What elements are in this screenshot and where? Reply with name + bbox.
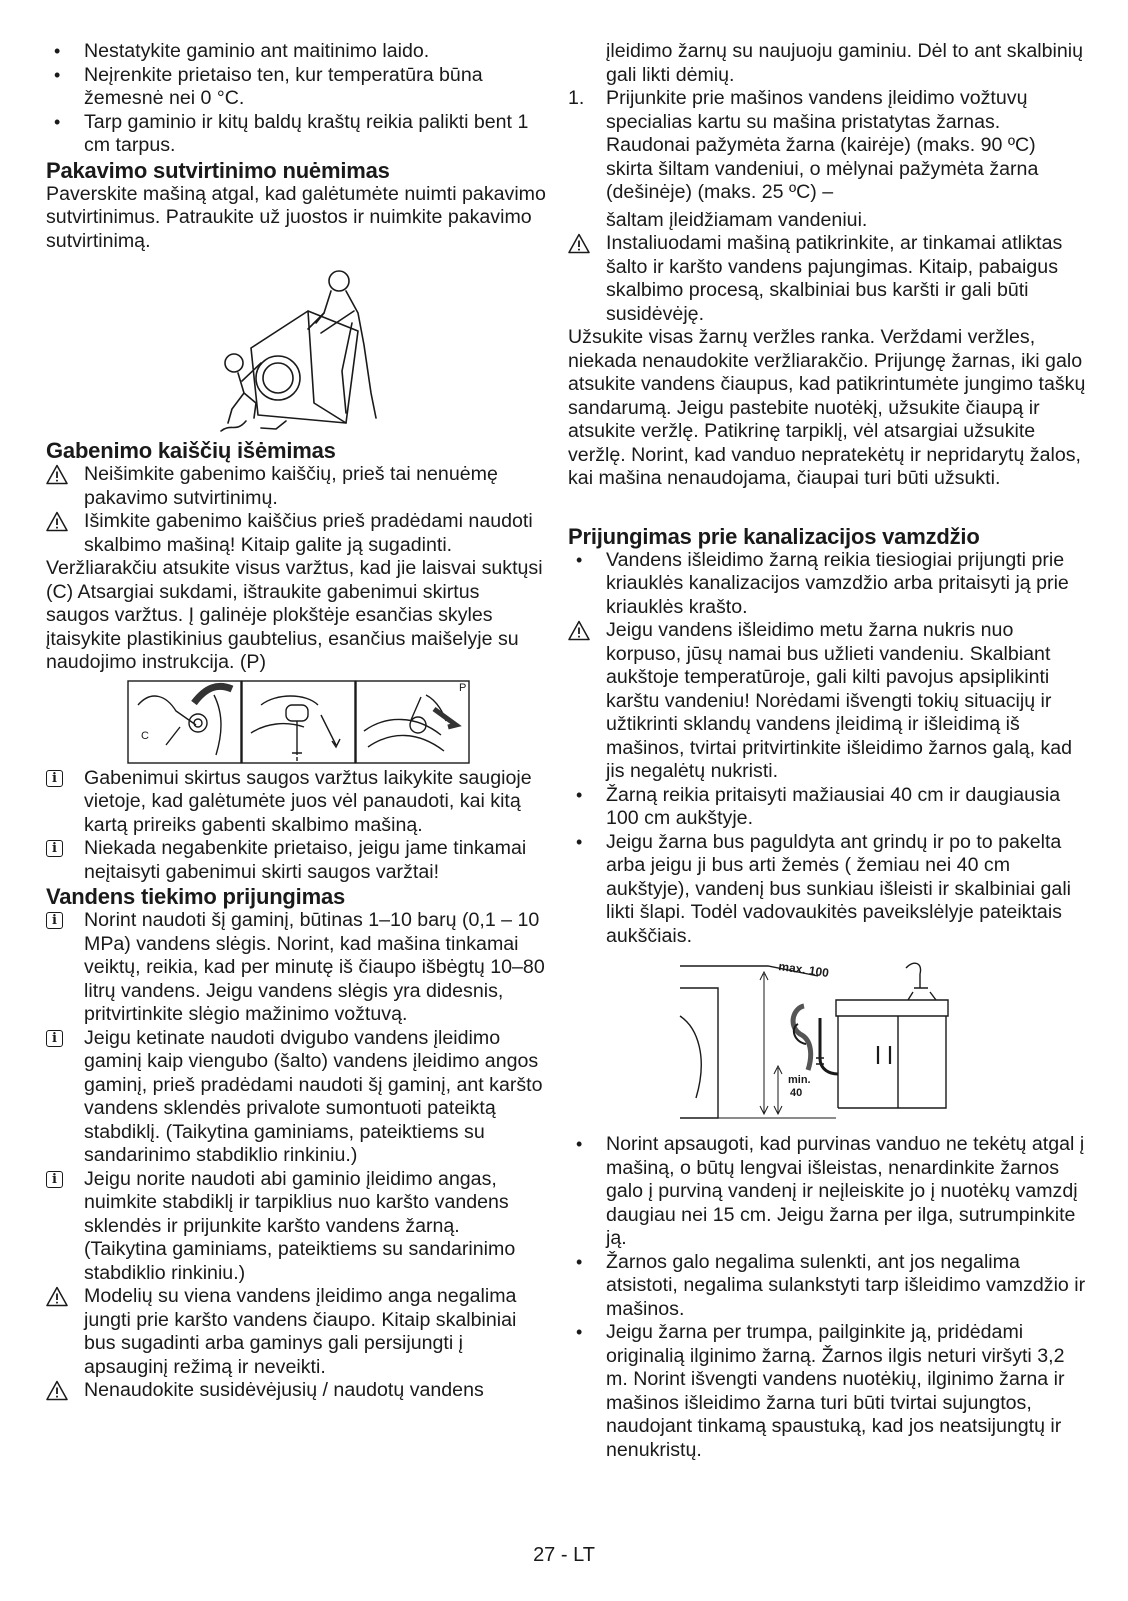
info-icon: i bbox=[46, 1030, 63, 1047]
bullet-icon: • bbox=[576, 1134, 583, 1154]
list-item bbox=[46, 111, 546, 158]
packing-removal-illustration bbox=[46, 253, 546, 438]
bullet-text: Tarp gaminio ir kitų baldų kraštų reikia palikti bent 1 cm tarpus. bbox=[84, 110, 529, 156]
hoses-text: Užsukite visas žarnų veržles ranka. Verždami veržles, niekada nenaudokite veržliarakčio. Prijungę žarnas, iki galo atsukite vandens čiaupus, kad patikrintumėte jungimo taškų sandarumą. Jeigu pastebite nuotėkį, užsukite čiaupą ir atsukite veržlę. Patikrinę tarpiklį, vėl atsargiai užsukite veržlę. Norint, kad vanduo nepratekėtų ir nepridarytų žalos, kai mašina nenaudojama, čiaupai turi būti užsukti. bbox=[568, 326, 1086, 489]
warning-item bbox=[568, 619, 1086, 784]
info-text: Norint naudoti šį gaminį, būtinas 1–10 barų (0,1 – 10 MPa) vandens slėgis. Norint, kad mašina tinkamai veiktų, reikia, kad per minutę iš čiaupo išbėgtų 10–80 litrų vandens. Jeigu vandens slėgis yra didesnis, pritvirtinkite slėgio mažinimo vožtuvą. bbox=[84, 909, 545, 1025]
continued-text-block bbox=[568, 40, 1086, 87]
bullet-icon: • bbox=[576, 831, 583, 852]
transport-bolts-illustration bbox=[46, 675, 546, 767]
bullet-icon: • bbox=[576, 549, 583, 570]
figure-label-max: max. 100 bbox=[777, 959, 830, 981]
page-number: 27 - LT bbox=[533, 1544, 595, 1566]
bullet-text: Nestatykite gaminio ant maitinimo laido. bbox=[84, 40, 430, 62]
warning-triangle-icon bbox=[46, 511, 68, 532]
warning-triangle-icon bbox=[46, 1286, 68, 1307]
warning-item bbox=[568, 232, 1086, 326]
info-icon: i bbox=[46, 912, 63, 929]
info-item bbox=[46, 1027, 546, 1168]
warning-text: Jeigu vandens išleidimo metu žarna nukris nuo korpuso, jūsų namai bus užlieti vandeniu. Skalbiant aukštoje temperatūroje, gali kilti pavojus apsiplikinti karštu vandeniu! Norėdami išvengti tokių situacijų ir užtikrinti sklandų vandens įleidimą ir išleidimą iš mašinos, tvirtai pritvirtinkite išleidimo žarnos galą, kad jis negalėtų nukristi. bbox=[606, 619, 1073, 782]
warning-item bbox=[46, 1285, 546, 1379]
warning-text: Instaliuodami mašiną patikrinkite, ar tinkamai atliktas šalto ir karšto vandens pajungimas. Kitaip, pabaigus skalbimo procesą, skalbiniai bus karšti ir gali būti susidėvėję. bbox=[606, 232, 1063, 325]
list-item bbox=[568, 549, 1086, 620]
right-column bbox=[568, 40, 1086, 1462]
info-icon: i bbox=[46, 770, 63, 787]
info-item bbox=[46, 1168, 546, 1286]
numbered-step bbox=[568, 87, 1086, 205]
step-number: 1. bbox=[568, 87, 585, 109]
bullet-icon: • bbox=[576, 1251, 583, 1272]
step-continued bbox=[568, 209, 1086, 233]
warning-text: Neišimkite gabenimo kaiščių, prieš tai nenuėmę pakavimo sutvirtinimų. bbox=[84, 463, 498, 509]
left-column bbox=[46, 40, 546, 1403]
warning-triangle-icon bbox=[46, 464, 68, 485]
figure-label-p: P bbox=[459, 681, 467, 694]
info-item bbox=[46, 909, 546, 1027]
continued-text: įleidimo žarnų su naujuoju gaminiu. Dėl to ant skalbinių gali likti dėmių. bbox=[606, 40, 1084, 86]
bullet-text: Jeigu žarna bus paguldyta ant grindų ir po to pakelta arba jeigu ji bus arti žemės ( žemiau nei 40 cm aukštyje), vandenį bus sunkiau išleisti ir skalbiniai gali likti šlapi. Todėl vadovaukitės paveikslėlyje pateiktais aukščiais. bbox=[606, 830, 1072, 947]
list-item bbox=[568, 1133, 1086, 1251]
info-text: Niekada negabenkite prietaiso, jeigu jame tinkamai neįtaisyti gabenimui skirti saugos varžtai! bbox=[84, 837, 527, 883]
warning-text: Modelių su viena vandens įleidimo anga negalima jungti prie karšto vandens čiaupo. Kitaip skalbiniai bus sugadinti arba gaminys gali persijungti į apsauginį režimą ir neveikti. bbox=[84, 1285, 517, 1378]
list-item bbox=[568, 1321, 1086, 1462]
info-text: Jeigu ketinate naudoti dvigubo vandens įleidimo gaminį kaip viengubo (šalto) vandens įleidimo angos gaminį, prieš pradėdami naudoti šį gaminį, ant karšto vandens sklendės privalote sumontuoti pateiktą stabdiklį. (Taikytina gaminiams, pateiktiems su sandarinimo stabdiklio rinkiniu.) bbox=[84, 1026, 543, 1166]
packing-text: Paverskite mašiną atgal, kad galėtumėte nuimti pakavimo sutvirtinimus. Patraukite už juostos ir nuimkite pakavimo sutvirtinimą. bbox=[46, 182, 546, 252]
bullet-icon: • bbox=[576, 1322, 583, 1342]
info-text: Jeigu norite naudoti abi gaminio įleidimo angas, nuimkite stabdiklį ir tarpiklius nuo karšto vandens sklendės ir prijunkite karšto vandens žarną. (Taikytina gaminiams, pateiktiems su sandarinimo stabdiklio rinkiniu.) bbox=[84, 1167, 516, 1284]
figure-label-min: min. bbox=[788, 1074, 811, 1086]
drain-height-illustration bbox=[568, 948, 1086, 1133]
info-text: Gabenimui skirtus saugos varžtus laikykite saugioje vietoje, kad galėtumėte juos vėl panaudoti, kai kitą kartą prireiks gabenti skalbimo mašiną. bbox=[84, 766, 532, 836]
warning-text: Nenaudokite susidėvėjusių / naudotų vandens bbox=[84, 1379, 484, 1401]
warning-item bbox=[46, 1379, 546, 1403]
warning-triangle-icon bbox=[568, 233, 590, 254]
list-item bbox=[46, 40, 546, 64]
info-item bbox=[46, 837, 546, 884]
section-heading-water-supply: Vandens tiekimo prijungimas bbox=[46, 884, 346, 909]
info-icon: i bbox=[46, 840, 63, 857]
section-heading-drain: Prijungimas prie kanalizacijos vamzdžio bbox=[568, 523, 980, 549]
list-item bbox=[46, 64, 546, 111]
bullet-text: Jeigu žarna per trumpa, pailginkite ją, pridėdami originalią ilginimo žarną. Žarnos ilgis neturi viršyti 3,2 m. Norint išvengti vandens nuotėkių, ilginimo žarna ir mašinos išleidimo žarna turi būti tvirtai sujungtos, naudojant tinkamą spaustuką, kad jos neatsijungtų ir nenukristų. bbox=[606, 1321, 1065, 1461]
bullet-text: Žarną reikia pritaisyti mažiausiai 40 cm ir daugiausia 100 cm aukštyje. bbox=[606, 783, 1061, 829]
info-item bbox=[46, 767, 546, 838]
step-continued-text: šaltam įleidžiamam vandeniui. bbox=[606, 208, 868, 231]
bullet-icon: • bbox=[576, 784, 583, 805]
bullet-text: Norint apsaugoti, kad purvinas vanduo ne tekėtų atgal į mašiną, o būtų lengvai išleistas, nenardinkite žarnos galo į purviną vandenį ir neįleiskite jo į nuotėkų vamzdį daugiau nei 15 cm. Jeigu žarna per ilga, sutrumpinkite ją. bbox=[606, 1133, 1085, 1249]
info-icon: i bbox=[46, 1171, 63, 1188]
list-item bbox=[568, 831, 1086, 949]
bullet-text: Neįrenkite prietaiso ten, kur temperatūra būna žemesnė nei 0 °C. bbox=[84, 63, 483, 109]
bullet-icon: • bbox=[54, 111, 61, 132]
bullet-icon: • bbox=[54, 64, 61, 85]
list-item bbox=[568, 784, 1086, 831]
warning-text: Išimkite gabenimo kaiščius prieš pradėdami naudoti skalbimo mašiną! Kitaip galite ją sugadinti. bbox=[84, 510, 533, 556]
warning-triangle-icon bbox=[568, 620, 590, 641]
step-text: Prijunkite prie mašinos vandens įleidimo vožtuvų specialias kartu su mašina pristatytas žarnas. Raudonai pažymėta žarna (kairėje) (maks. 90 ºC) skirta šiltam vandeniui, o mėlynai pažymėta žarna (dešinėje) (maks. 25 ºC) – bbox=[606, 87, 1039, 203]
warning-item bbox=[46, 463, 546, 510]
list-item bbox=[568, 1251, 1086, 1322]
bullet-text: Vandens išleidimo žarną reikia tiesiogiai prijungti prie kriauklės kanalizacijos vamzdžio arba pritaisyti ją prie kriauklės krašto. bbox=[606, 548, 1069, 618]
section-heading-transport: Gabenimo kaiščių išėmimas bbox=[46, 438, 336, 463]
bullet-text: Žarnos galo negalima sulenkti, ant jos negalima atsistoti, negalima sulankstyti tarp išleidimo vamzdžio ir mašinos. bbox=[606, 1250, 1086, 1320]
warning-triangle-icon bbox=[46, 1380, 68, 1401]
transport-text: Veržliarakčiu atsukite visus varžtus, kad jie laisvai suktųsi (C) Atsargiai sukdami, ištraukite gabenimui skirtus saugos varžtus. Į galinėje plokštėje esančias skyles įtaisykite plastikinius gaubtelius, esančius maišelyje su naudojimo instrukcija. (P) bbox=[46, 557, 543, 673]
warning-item bbox=[46, 510, 546, 557]
section-heading-packing: Pakavimo sutvirtinimo nuėmimas bbox=[46, 157, 390, 183]
bullet-icon: • bbox=[54, 41, 61, 61]
figure-label-c: C bbox=[141, 729, 149, 742]
figure-label-min-value: 40 bbox=[790, 1087, 803, 1099]
